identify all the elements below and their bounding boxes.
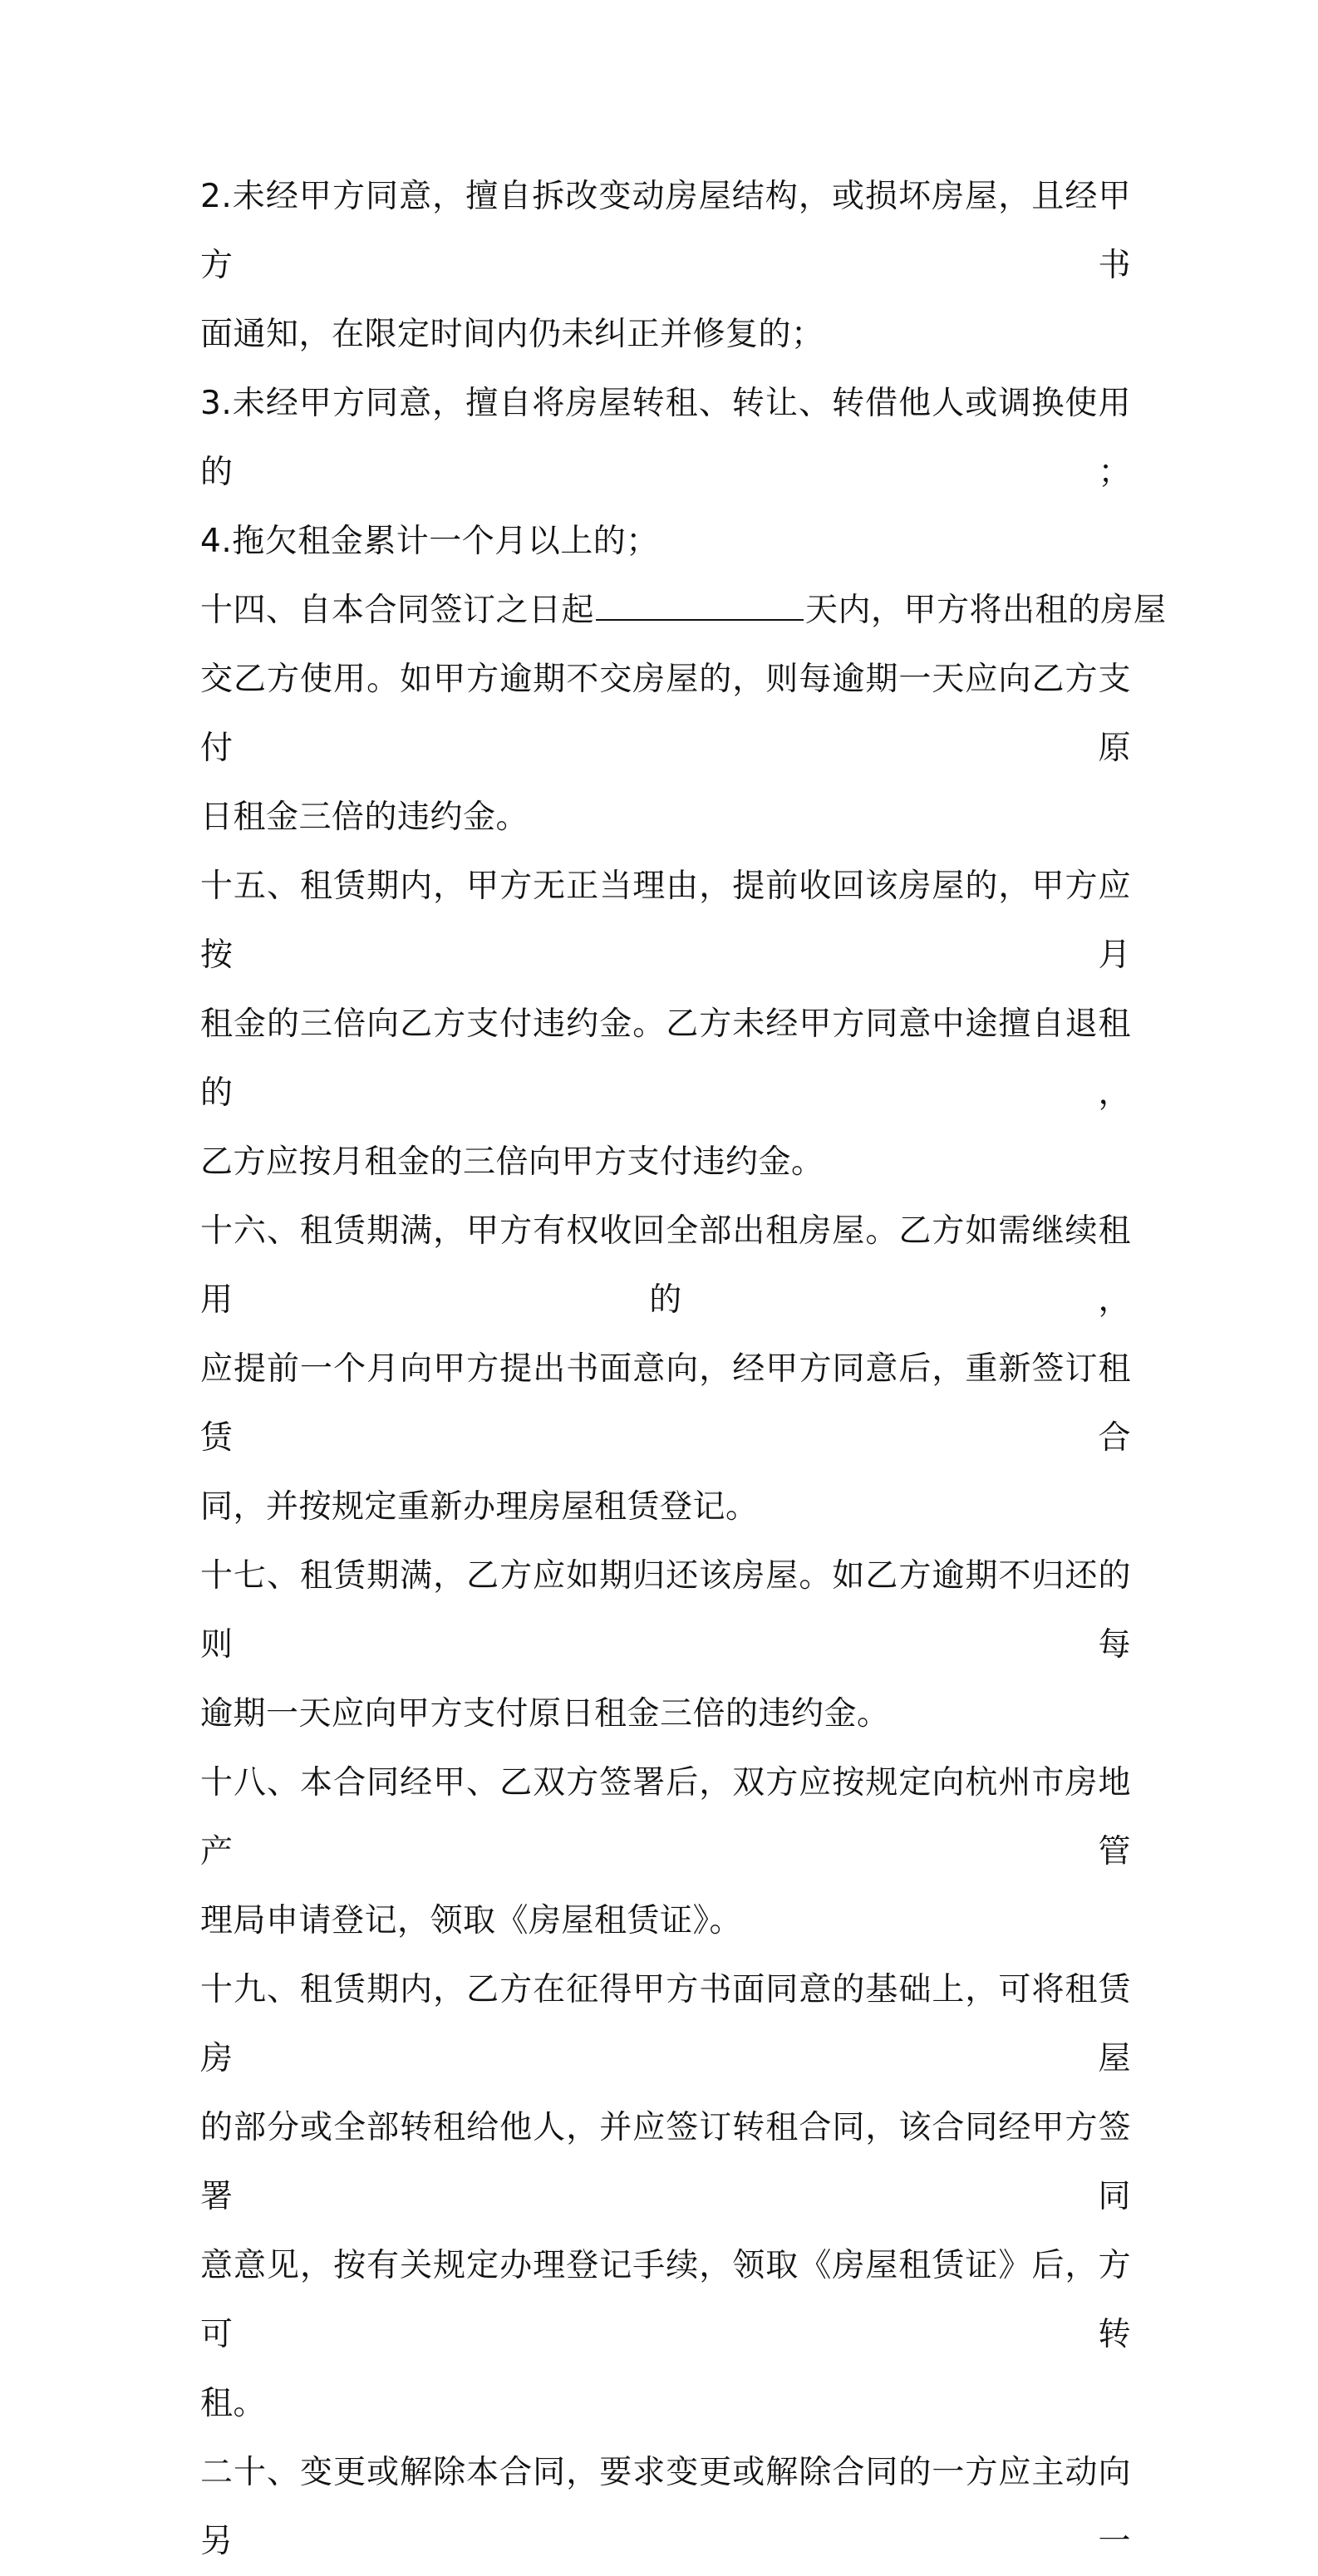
clause-3 [200, 369, 1131, 507]
text-line: 交乙方使用。如甲方逾期不交房屋的，则每逾期一天应向乙方支付原 [200, 661, 1131, 767]
text-line: 3.未经甲方同意，擅自将房屋转租、转让、转借他人或调换使用的； [200, 385, 1131, 491]
text-line: 乙方应按月租金的三倍向甲方支付违约金。 [200, 1143, 824, 1181]
clause-17 [200, 1541, 1131, 1748]
clause-14 [200, 576, 1167, 852]
text-line: 十六、租赁期满，甲方有权收回全部出租房屋。乙方如需继续租用的， [200, 1212, 1131, 1319]
clause-2 [200, 162, 1131, 369]
clause-4 [200, 507, 1131, 576]
clause-19 [200, 1955, 1131, 2438]
fill-in-blank [596, 591, 804, 621]
text-line: 租金的三倍向乙方支付违约金。乙方未经甲方同意中途擅自退租的， [200, 1005, 1131, 1112]
text-line: 4.拖欠租金累计一个月以上的； [200, 523, 659, 560]
document-body [200, 162, 1167, 2576]
text-line: 同，并按规定重新办理房屋租赁登记。 [200, 1488, 759, 1526]
text-line: 日租金三倍的违约金。 [200, 799, 529, 836]
text-line: 十七、租赁期满，乙方应如期归还该房屋。如乙方逾期不归还的则每 [200, 1557, 1131, 1664]
text-after-blank: 天内，甲方将出租的房屋 [805, 592, 1167, 629]
text-line: 十五、租赁期内，甲方无正当理由，提前收回该房屋的，甲方应按月 [200, 868, 1131, 974]
text-line: 意意见，按有关规定办理登记手续，领取《房屋租赁证》后，方可转 [200, 2247, 1131, 2353]
text-line: 面通知，在限定时间内仍未纠正并修复的； [200, 316, 824, 353]
text-line: 十九、租赁期内，乙方在征得甲方书面同意的基础上，可将租赁房屋 [200, 1971, 1131, 2077]
text-line: 二十、变更或解除本合同，要求变更或解除合同的一方应主动向另一 [200, 2454, 1131, 2560]
text-line: 应提前一个月向甲方提出书面意向，经甲方同意后，重新签订租赁合 [200, 1350, 1131, 1457]
clause-20 [200, 2438, 1131, 2576]
text-line: 理局申请登记，领取《房屋租赁证》。 [200, 1902, 743, 1939]
text-line: 十八、本合同经甲、乙双方签署后，双方应按规定向杭州市房地产管 [200, 1764, 1131, 1871]
text-before-blank: 十四、自本合同签订之日起 [200, 592, 595, 629]
text-line: 租。 [200, 2385, 267, 2422]
text-line: 的部分或全部转租给他人，并应签订转租合同，该合同经甲方签署同 [200, 2109, 1131, 2215]
clause-15 [200, 852, 1131, 1197]
clause-16 [200, 1197, 1131, 1541]
clause-18 [200, 1748, 1131, 1955]
text-line: 逾期一天应向甲方支付原日租金三倍的违约金。 [200, 1695, 890, 1733]
text-line-with-blank [200, 576, 1167, 645]
text-line: 2.未经甲方同意，擅自拆改变动房屋结构，或损坏房屋，且经甲方书 [200, 178, 1131, 284]
